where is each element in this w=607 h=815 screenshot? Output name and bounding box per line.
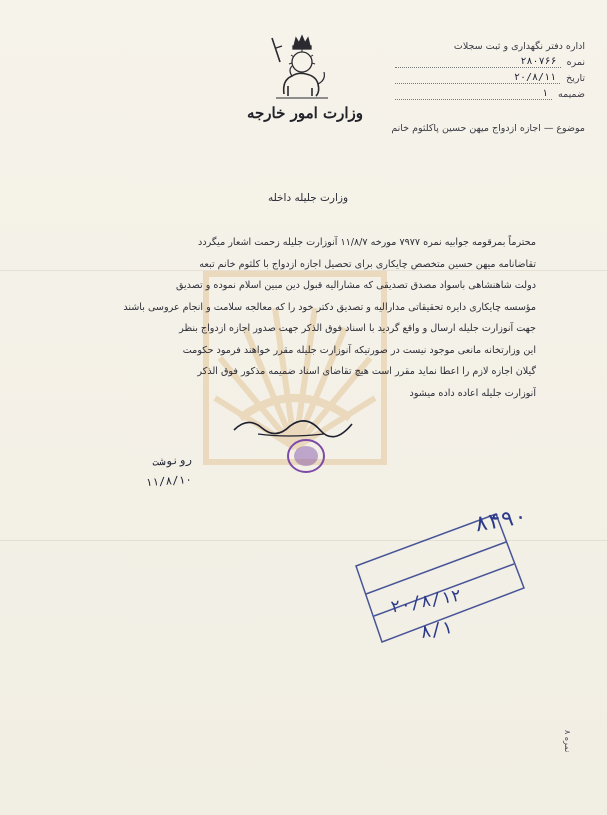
attachment-row [395,86,585,102]
subject-label: موضوع [556,123,585,134]
number-row [395,54,585,70]
office-label: اداره دفتر نگهداری و ثبت سجلات [453,40,585,52]
date-value: ۲۰/۸/۱۱ [395,72,560,84]
subject-text: اجازه ازدواج میهن حسین پاکلثوم خانم [391,123,541,134]
body-line: جهت آنوزارت جلیله ارسال و واقع گردید با اسناد فوق الذکر جهت صدور اجازه ازدواج بنظر [179,323,536,334]
body-line: آنوزارت جلیله اعاده داده میشود [409,387,536,399]
number-value: ۲۸۰۷۶۶ [395,56,561,68]
margin-note: ۸ نمره [563,730,572,753]
body-line: محترماً بمرقومه جوابیه نمره ۷۹۷۷ مورخه ۱۱/۸/۷ آنوزارت جلیله زحمت اشعار میگردد [198,237,536,248]
receipt-ref: ۸/۱ [418,616,455,644]
handnote-word: رونوشت [151,452,193,469]
ministry-title: وزارت امور خارجه [246,104,364,122]
letter-meta [395,38,585,102]
date-row [395,70,585,86]
body-line: گیلان اجازه لازم را اعطا نماید مقرر است هیچ تقاضای اسناد ضمیمه مذکور فوق الذکر [197,366,536,377]
subject-line: موضوع — اجازه ازدواج میهن حسین پاکلثوم خانم [391,123,585,134]
receipt-number: ۸۴۹۰ [472,503,530,538]
official-seal-stamp [284,436,328,476]
body-line: دولت شاهنشاهی باسواد مصدق تصدیقی که مشارالیه قبول دین مبین اسلام نموده و تصدیق [176,280,536,291]
receipt-date: ۲۰/۸/۱۲ [388,585,463,618]
body-line: این وزارتخانه مانعی موجود نیست در صورتیکه آنوزارت جلیله مقرر خواهند فرمود حکومت [182,344,536,356]
handwritten-note [132,452,192,492]
lion-and-sun-emblem-icon [262,32,342,104]
handnote-date: ۱۱/۸/۱۰ [145,472,193,490]
body-line: تقاضانامه میهن حسین متخصص چایکاری برای تحصیل اجازه ازدواج با کلثوم خانم تبعه [199,258,536,270]
letter-body [72,232,536,404]
recipient: وزارت جلیله داخله [267,192,349,204]
office-row [395,38,585,54]
number-label: نمره [566,56,585,68]
attachment-value: ۱ [395,88,552,100]
attachment-label: ضمیمه [557,88,585,100]
date-label: تاریخ [566,72,585,84]
body-line: مؤسسه چایکاری دایره تحقیقاتی مدارالیه و تصدیق دکتر خود را که معالجه سلامت و انجام عروسی باشند [123,301,536,313]
